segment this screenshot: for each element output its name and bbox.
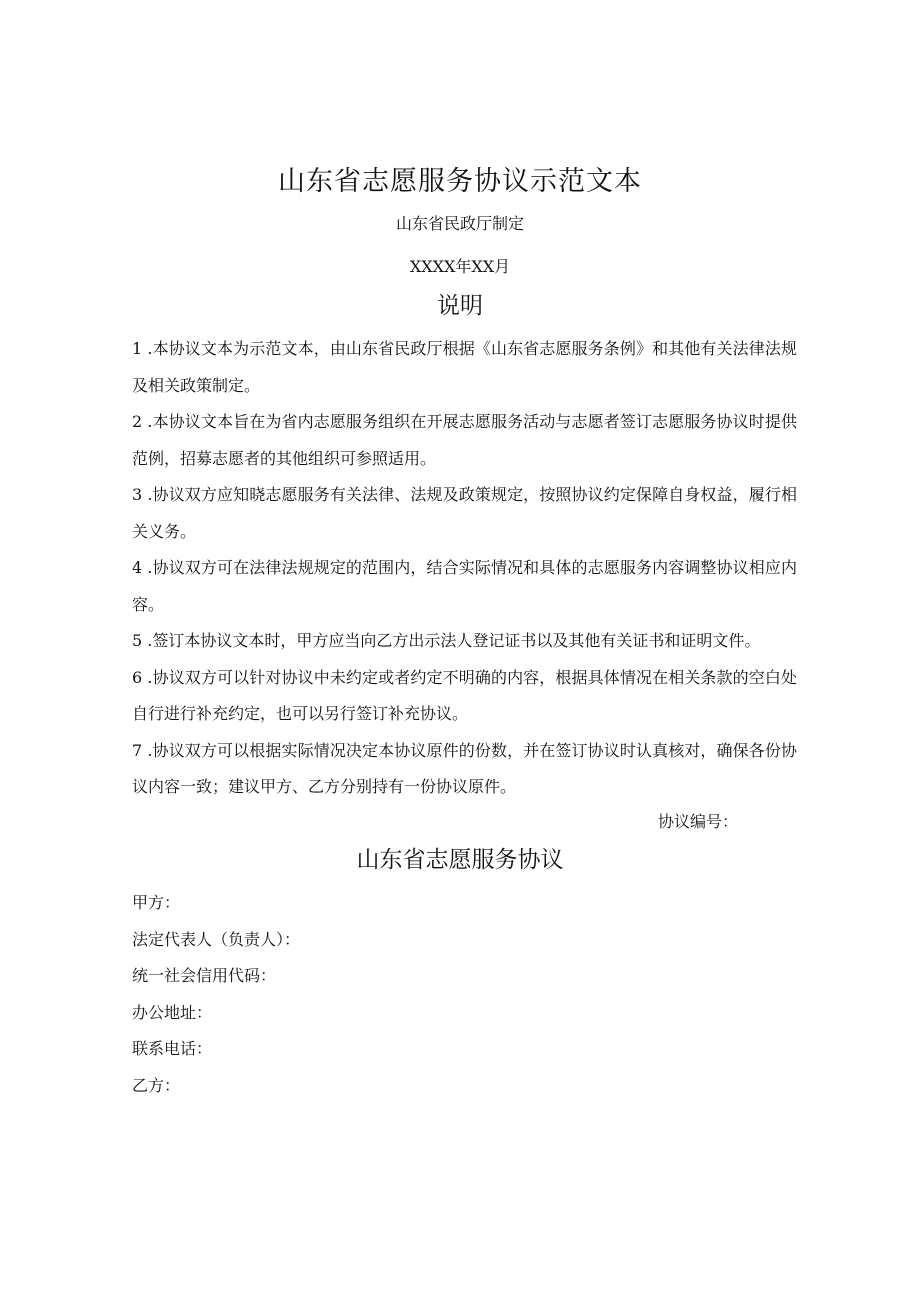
issuer-line: 山东省民政厅制定 bbox=[395, 214, 524, 233]
note-item-4: 4 .协议双方可在法律法规规定的范围内，结合实际情况和具体的志愿服务内容调整协议相应内容。 bbox=[132, 558, 797, 614]
field-party-b: 乙方： bbox=[132, 1075, 181, 1095]
field-phone: 联系电话： bbox=[132, 1039, 213, 1058]
notes-list bbox=[132, 331, 797, 806]
agreement-title: 山东省志愿服务协议 bbox=[356, 847, 564, 873]
field-office-address: 办公地址： bbox=[132, 1002, 213, 1022]
document-title: 山东省志愿服务协议示范文本 bbox=[278, 166, 642, 197]
note-item-1: 1 .本协议文本为示范文本，由山东省民政厅根据《山东省志愿服务条例》和其他有关法律法规及相关政策制定。 bbox=[132, 339, 797, 395]
party-fields bbox=[132, 885, 732, 1104]
field-party-a: 甲方： bbox=[132, 893, 181, 912]
note-item-2: 2 .本协议文本旨在为省内志愿服务组织在开展志愿服务活动与志愿者签订志愿服务协议时提供范例，招募志愿者的其他组织可参照适用。 bbox=[132, 412, 797, 468]
agreement-number-label: 协议编号： bbox=[658, 812, 739, 831]
notes-heading: 说明 bbox=[437, 293, 483, 319]
field-legal-representative: 法定代表人（负责人）： bbox=[132, 929, 301, 949]
note-item-6: 6 .协议双方可以针对协议中未约定或者约定不明确的内容，根据具体情况在相关条款的空白处自行进行补充约定，也可以另行签订补充协议。 bbox=[132, 667, 797, 723]
date-line: XXXX年XX月 bbox=[409, 257, 511, 276]
note-item-3: 3 .协议双方应知晓志愿服务有关法律、法规及政策规定，按照协议约定保障自身权益，履行相关义务。 bbox=[132, 485, 797, 541]
note-item-5: 5 .签订本协议文本时，甲方应当向乙方出示法人登记证书以及其他有关证书和证明文件。 bbox=[132, 631, 761, 650]
field-credit-code: 统一社会信用代码： bbox=[132, 966, 277, 985]
note-item-7: 7 .协议双方可以根据实际情况决定本协议原件的份数，并在签订协议时认真核对，确保各份协议内容一致；建议甲方、乙方分别持有一份协议原件。 bbox=[132, 740, 797, 796]
